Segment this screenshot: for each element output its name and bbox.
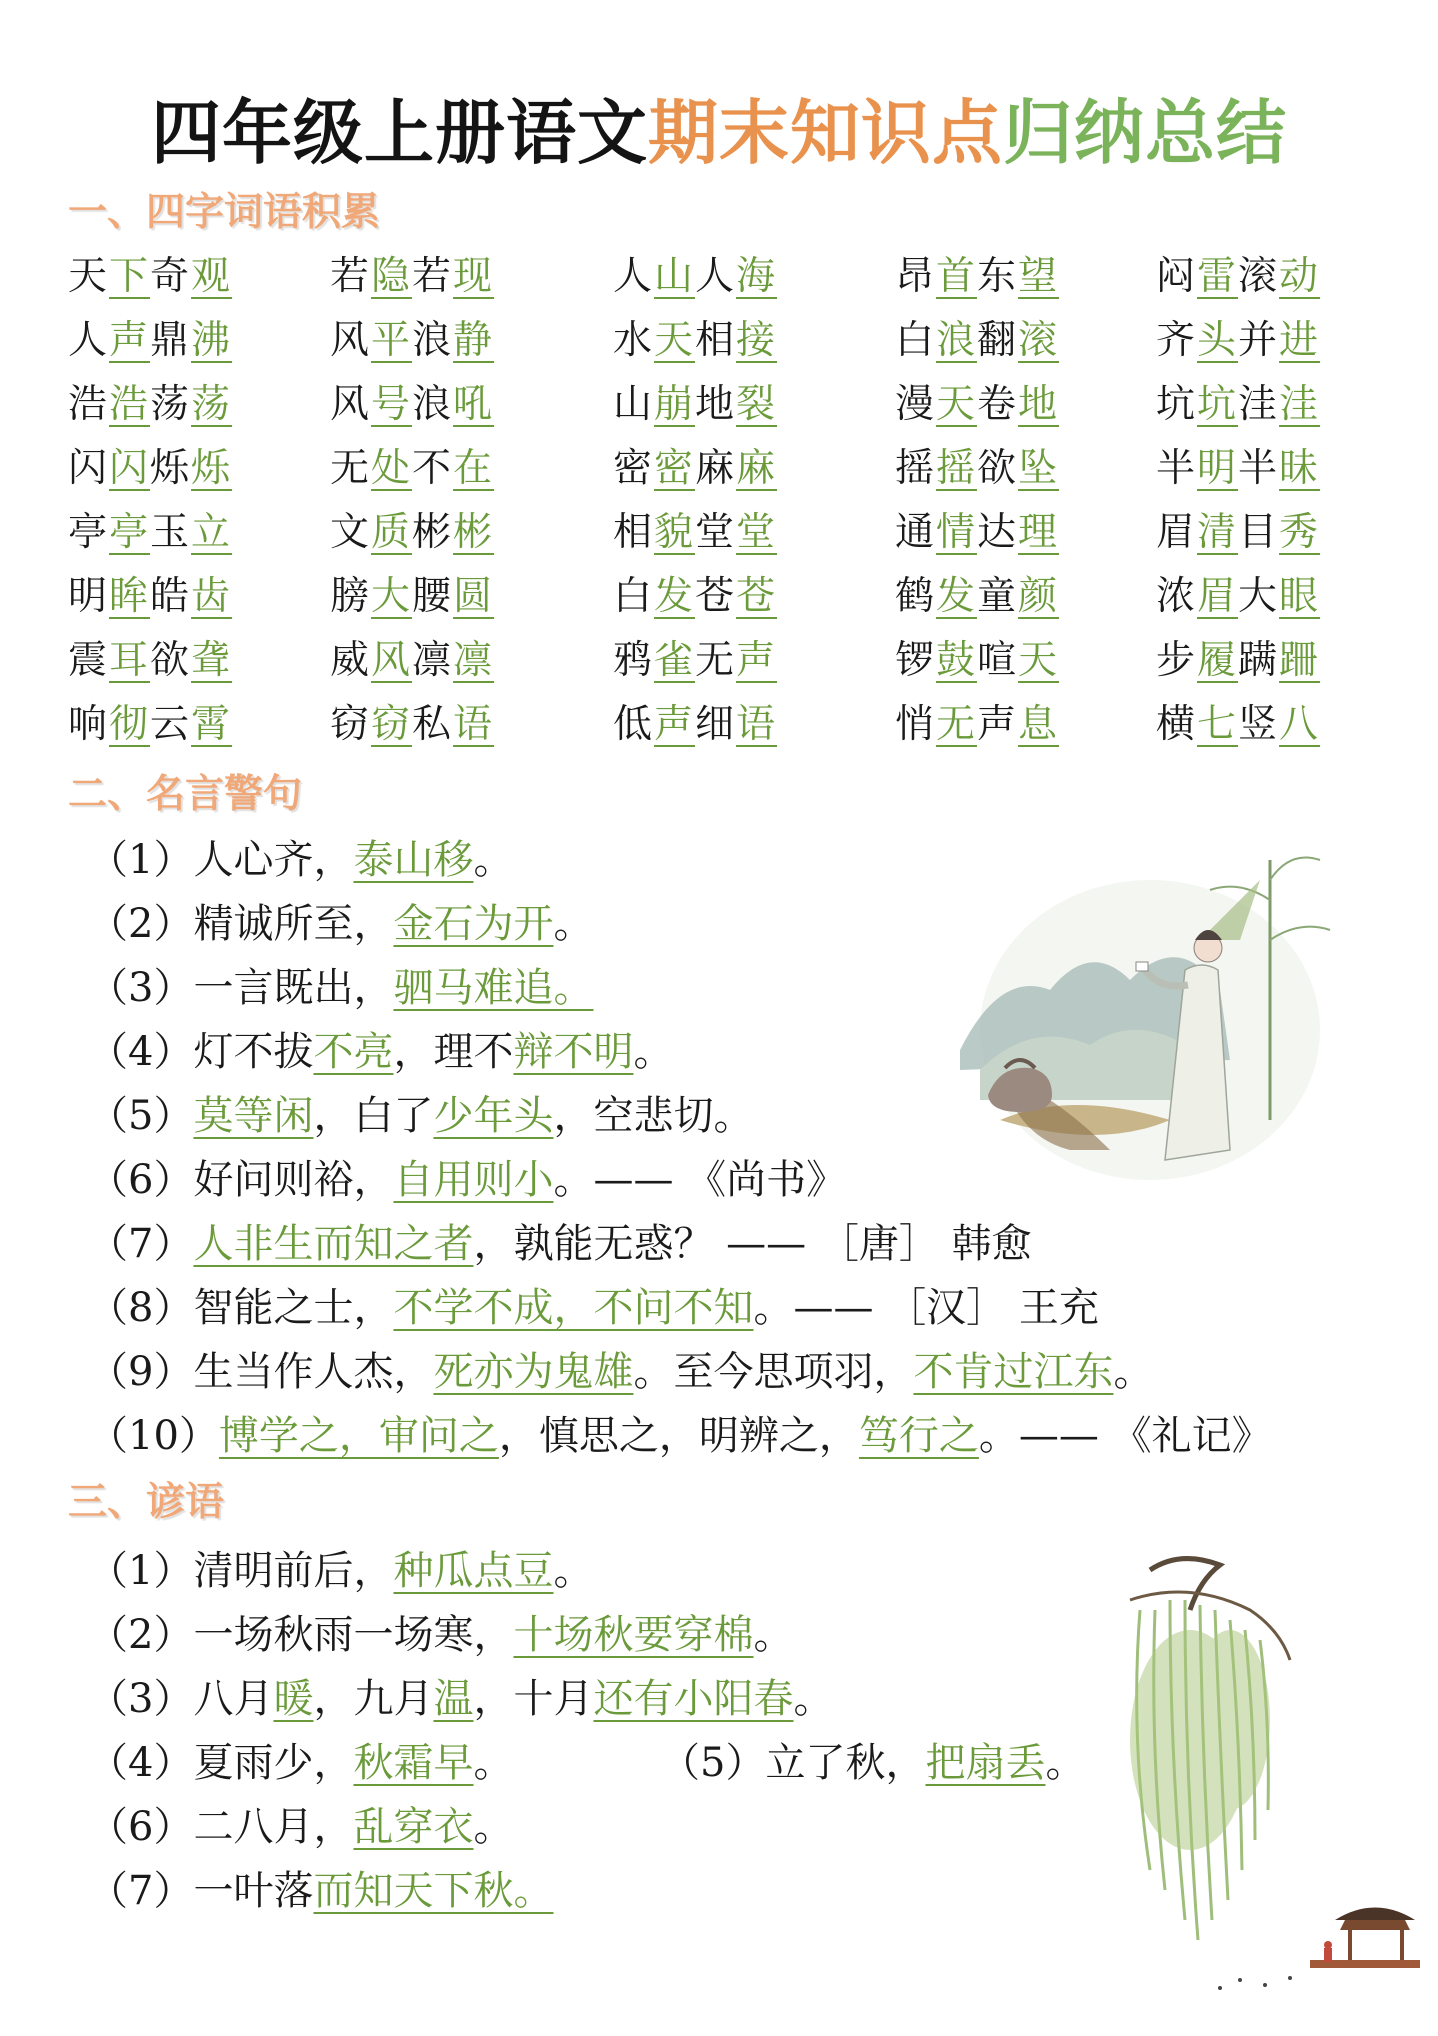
idiom-item — [68, 636, 232, 686]
idiom-char: 悄 — [895, 702, 937, 747]
idiom-char: 风 — [330, 318, 372, 363]
idiom-char: 人 — [695, 254, 737, 299]
idiom-char: 目 — [1238, 510, 1280, 555]
idiom-char: 堂 — [695, 510, 737, 555]
idiom-item — [68, 444, 232, 494]
idiom-char: 白 — [613, 574, 655, 619]
section-heading-quotes: 二、名言警句 — [68, 772, 303, 817]
proverb-line — [88, 1737, 513, 1789]
idiom-char: 若 — [412, 254, 454, 299]
idiom-char: 半 — [1238, 446, 1280, 491]
answer-blank: 把扇丢 — [925, 1740, 1046, 1786]
answer-blank: 还有小阳春 — [593, 1676, 794, 1722]
idiom-char: 横 — [1156, 702, 1198, 747]
idiom-answer-char: 浩 — [109, 382, 151, 427]
answer-blank: 死亦为鬼雄 — [433, 1349, 634, 1395]
idiom-answer-char: 雀 — [654, 638, 696, 683]
line-text: （7）一叶落 — [88, 1868, 314, 1914]
quote-line — [88, 962, 593, 1014]
idiom-answer-char: 彻 — [109, 702, 151, 747]
idiom-answer-char: 接 — [736, 318, 778, 363]
idiom-answer-char: 语 — [736, 702, 778, 747]
answer-blank: 金石为开 — [393, 901, 554, 947]
idiom-answer-char: 观 — [191, 254, 233, 299]
idiom-item — [68, 252, 232, 302]
idiom-char: 烁 — [150, 446, 192, 491]
idiom-answer-char: 鼓 — [936, 638, 978, 683]
idiom-answer-char: 裂 — [736, 382, 778, 427]
quote-line — [88, 834, 513, 886]
idiom-char: 昂 — [895, 254, 937, 299]
line-text: （5）立了秋， — [660, 1740, 926, 1786]
idiom-answer-char: 发 — [654, 574, 696, 619]
idiom-answer-char: 聋 — [191, 638, 233, 683]
idiom-item — [1156, 572, 1320, 622]
idiom-answer-char: 堂 — [736, 510, 778, 555]
section-heading-idioms: 一、四字词语积累 — [68, 190, 381, 235]
idiom-char: 步 — [1156, 638, 1198, 683]
idiom-char: 鹤 — [895, 574, 937, 619]
idiom-char: 声 — [977, 702, 1019, 747]
line-text: 。 — [553, 901, 594, 947]
page-title — [0, 88, 1438, 178]
idiom-item — [1156, 316, 1320, 366]
line-text: （6）二八月， — [88, 1804, 354, 1850]
idiom-char: 膀 — [330, 574, 372, 619]
idiom-char: 低 — [613, 702, 655, 747]
scholar-illustration — [940, 820, 1380, 1190]
idiom-answer-char: 颜 — [1018, 574, 1060, 619]
idiom-char: 欲 — [150, 638, 192, 683]
idiom-item — [895, 252, 1059, 302]
idiom-item — [613, 444, 777, 494]
line-text: ，白了 — [313, 1093, 434, 1139]
idiom-answer-char: 望 — [1018, 254, 1060, 299]
idiom-char: 浪 — [412, 382, 454, 427]
idiom-answer-char: 亭 — [109, 510, 151, 555]
idiom-char: 洼 — [1238, 382, 1280, 427]
line-text: ，慎思之，明辨之， — [498, 1413, 859, 1459]
idiom-answer-char: 崩 — [654, 382, 696, 427]
answer-blank: 少年头 — [433, 1093, 554, 1139]
line-text: 。—— 《礼记》 — [978, 1413, 1272, 1459]
line-text: 。 — [473, 1804, 514, 1850]
answer-blank: 人非生而知之者 — [193, 1221, 474, 1267]
idiom-answer-char: 海 — [736, 254, 778, 299]
idiom-char: 齐 — [1156, 318, 1198, 363]
idiom-item — [1156, 508, 1320, 558]
idiom-answer-char: 息 — [1018, 702, 1060, 747]
idiom-answer-char: 静 — [453, 318, 495, 363]
willow-illustration — [1090, 1540, 1430, 2010]
idiom-answer-char: 烁 — [191, 446, 233, 491]
answer-blank: 而知天下秋。 — [313, 1868, 554, 1914]
idiom-answer-char: 天 — [1018, 638, 1060, 683]
answer-blank: 暖 — [273, 1676, 314, 1722]
answer-blank: 温 — [433, 1676, 474, 1722]
line-text: （3）一言既出， — [88, 965, 394, 1011]
idiom-char: 不 — [412, 446, 454, 491]
idiom-item — [68, 316, 232, 366]
answer-blank: 辩不明 — [513, 1029, 634, 1075]
section-heading-proverbs: 三、谚语 — [68, 1480, 225, 1525]
idiom-answer-char: 大 — [371, 574, 413, 619]
idiom-char: 窃 — [330, 702, 372, 747]
idiom-answer-char: 密 — [654, 446, 696, 491]
line-text: 。 — [473, 1740, 514, 1786]
idiom-char: 云 — [150, 702, 192, 747]
idiom-answer-char: 摇 — [936, 446, 978, 491]
quote-line — [88, 1090, 753, 1142]
idiom-char: 鸦 — [613, 638, 655, 683]
idiom-item — [330, 636, 494, 686]
line-text: 。 — [1113, 1349, 1154, 1395]
idiom-answer-char: 浪 — [936, 318, 978, 363]
idiom-char: 水 — [613, 318, 655, 363]
proverb-line — [88, 1609, 793, 1661]
idiom-answer-char: 地 — [1018, 382, 1060, 427]
idiom-answer-char: 沸 — [191, 318, 233, 363]
idiom-item — [68, 508, 232, 558]
idiom-answer-char: 滚 — [1018, 318, 1060, 363]
idiom-char: 人 — [613, 254, 655, 299]
idiom-answer-char: 七 — [1197, 702, 1239, 747]
idiom-answer-char: 天 — [654, 318, 696, 363]
idiom-item — [895, 316, 1059, 366]
idiom-char: 麻 — [695, 446, 737, 491]
idiom-answer-char: 平 — [371, 318, 413, 363]
line-text: ，九月 — [313, 1676, 434, 1722]
idiom-answer-char: 凛 — [453, 638, 495, 683]
idiom-answer-char: 耳 — [109, 638, 151, 683]
idiom-item — [895, 700, 1059, 750]
idiom-answer-char: 头 — [1197, 318, 1239, 363]
idiom-answer-char: 闪 — [109, 446, 151, 491]
idiom-char: 眉 — [1156, 510, 1198, 555]
line-text: （9）生当作人杰， — [88, 1349, 434, 1395]
answer-blank: 不学不成，不问不知 — [393, 1285, 754, 1331]
idiom-answer-char: 圆 — [453, 574, 495, 619]
line-text: 。 — [633, 1029, 674, 1075]
idiom-char: 文 — [330, 510, 372, 555]
idiom-char: 细 — [695, 702, 737, 747]
idiom-char: 浪 — [412, 318, 454, 363]
title-part-2: 期末知识点 — [648, 92, 1003, 174]
idiom-char: 腰 — [412, 574, 454, 619]
idiom-char: 达 — [977, 510, 1019, 555]
idiom-item — [330, 252, 494, 302]
idiom-char: 喧 — [977, 638, 1019, 683]
idiom-answer-char: 貌 — [654, 510, 696, 555]
idiom-item — [330, 316, 494, 366]
line-text: （4）夏雨少， — [88, 1740, 354, 1786]
answer-blank: 泰山移 — [353, 837, 474, 883]
idiom-item — [330, 444, 494, 494]
idiom-answer-char: 质 — [371, 510, 413, 555]
proverb-line — [88, 1801, 513, 1853]
proverb-line — [88, 1673, 833, 1725]
idiom-item — [613, 572, 777, 622]
idiom-char: 并 — [1238, 318, 1280, 363]
answer-blank: 莫等闲 — [193, 1093, 314, 1139]
title-part-3: 归纳总结 — [1003, 92, 1287, 174]
idiom-answer-char: 风 — [371, 638, 413, 683]
idiom-answer-char: 立 — [191, 510, 233, 555]
line-text: （7） — [88, 1221, 194, 1267]
line-text: 。 — [1045, 1740, 1086, 1786]
quote-line — [88, 1218, 1032, 1270]
line-text: 。至今思项羽， — [633, 1349, 914, 1395]
idiom-answer-char: 麻 — [736, 446, 778, 491]
idiom-char: 鼎 — [150, 318, 192, 363]
idiom-char: 漫 — [895, 382, 937, 427]
line-text: 。 — [793, 1676, 834, 1722]
idiom-answer-char: 履 — [1197, 638, 1239, 683]
line-text: （2）精诚所至， — [88, 901, 394, 947]
idiom-answer-char: 跚 — [1279, 638, 1321, 683]
idiom-char: 地 — [695, 382, 737, 427]
idiom-answer-char: 坑 — [1197, 382, 1239, 427]
quote-line — [88, 1154, 846, 1206]
line-text: （1）人心齐， — [88, 837, 354, 883]
idiom-answer-char: 声 — [109, 318, 151, 363]
idiom-char: 蹒 — [1238, 638, 1280, 683]
idiom-char: 奇 — [150, 254, 192, 299]
idiom-answer-char: 下 — [109, 254, 151, 299]
line-text: ，孰能无惑？ —— ［唐］ 韩愈 — [473, 1221, 1032, 1267]
idiom-item — [330, 700, 494, 750]
idiom-char: 竖 — [1238, 702, 1280, 747]
proverb-line — [88, 1545, 593, 1597]
line-text: ，空悲切。 — [553, 1093, 754, 1139]
idiom-char: 若 — [330, 254, 372, 299]
idiom-item — [613, 700, 777, 750]
idiom-item — [1156, 636, 1320, 686]
idiom-char: 坑 — [1156, 382, 1198, 427]
line-text: （5） — [88, 1093, 194, 1139]
idiom-item — [613, 316, 777, 366]
idiom-answer-char: 无 — [936, 702, 978, 747]
idiom-item — [613, 252, 777, 302]
idiom-answer-char: 隐 — [371, 254, 413, 299]
line-text: （3）八月 — [88, 1676, 274, 1722]
idiom-char: 欲 — [977, 446, 1019, 491]
idiom-char: 震 — [68, 638, 110, 683]
answer-blank: 种瓜点豆 — [393, 1548, 554, 1594]
idiom-char: 密 — [613, 446, 655, 491]
idiom-answer-char: 天 — [936, 382, 978, 427]
idiom-answer-char: 现 — [453, 254, 495, 299]
proverb-line — [660, 1737, 1085, 1789]
idiom-answer-char: 首 — [936, 254, 978, 299]
idiom-answer-char: 声 — [736, 638, 778, 683]
idiom-answer-char: 声 — [654, 702, 696, 747]
idiom-answer-char: 霄 — [191, 702, 233, 747]
idiom-char: 无 — [695, 638, 737, 683]
idiom-char: 苍 — [695, 574, 737, 619]
idiom-char: 童 — [977, 574, 1019, 619]
idiom-item — [613, 380, 777, 430]
idiom-char: 荡 — [150, 382, 192, 427]
idiom-item — [895, 508, 1059, 558]
answer-blank: 秋霜早 — [353, 1740, 474, 1786]
idiom-answer-char: 雷 — [1197, 254, 1239, 299]
line-text: （2）一场秋雨一场寒， — [88, 1612, 514, 1658]
quote-line — [88, 898, 593, 950]
idiom-answer-char: 秀 — [1279, 510, 1321, 555]
idiom-char: 亭 — [68, 510, 110, 555]
idiom-item — [330, 508, 494, 558]
line-text: （6）好问则裕， — [88, 1157, 394, 1203]
idiom-char: 玉 — [150, 510, 192, 555]
idiom-char: 锣 — [895, 638, 937, 683]
quote-line — [88, 1026, 673, 1078]
idiom-char: 相 — [613, 510, 655, 555]
answer-blank: 不肯过江东 — [913, 1349, 1114, 1395]
idiom-char: 风 — [330, 382, 372, 427]
idiom-char: 白 — [895, 318, 937, 363]
idiom-item — [1156, 252, 1320, 302]
idiom-answer-char: 吼 — [453, 382, 495, 427]
idiom-char: 闪 — [68, 446, 110, 491]
title-part-1: 四年级上册语文 — [151, 92, 648, 174]
line-text: 。—— 《尚书》 — [553, 1157, 847, 1203]
idiom-answer-char: 苍 — [736, 574, 778, 619]
idiom-answer-char: 坠 — [1018, 446, 1060, 491]
idiom-char: 卷 — [977, 382, 1019, 427]
idiom-item — [613, 636, 777, 686]
idiom-item — [613, 508, 777, 558]
answer-blank: 不亮 — [313, 1029, 394, 1075]
idiom-answer-char: 语 — [453, 702, 495, 747]
idiom-answer-char: 号 — [371, 382, 413, 427]
idiom-char: 天 — [68, 254, 110, 299]
idiom-answer-char: 窃 — [371, 702, 413, 747]
line-text: 。 — [753, 1612, 794, 1658]
idiom-char: 大 — [1238, 574, 1280, 619]
idiom-char: 凛 — [412, 638, 454, 683]
idiom-char: 浩 — [68, 382, 110, 427]
idiom-answer-char: 洼 — [1279, 382, 1321, 427]
idiom-item — [1156, 444, 1320, 494]
idiom-item — [330, 572, 494, 622]
answer-blank: 驷马难追。 — [393, 965, 594, 1011]
idiom-char: 闷 — [1156, 254, 1198, 299]
quote-line — [88, 1282, 1099, 1334]
idiom-item — [68, 572, 232, 622]
idiom-char: 皓 — [150, 574, 192, 619]
idiom-char: 半 — [1156, 446, 1198, 491]
line-text: （10） — [88, 1413, 219, 1459]
idiom-item — [1156, 700, 1320, 750]
answer-blank: 十场秋要穿棉 — [513, 1612, 754, 1658]
proverb-line — [88, 1865, 553, 1917]
idiom-char: 滚 — [1238, 254, 1280, 299]
idiom-char: 无 — [330, 446, 372, 491]
idiom-item — [895, 444, 1059, 494]
idiom-item — [330, 380, 494, 430]
line-text: 。 — [473, 837, 514, 883]
idiom-item — [68, 700, 232, 750]
answer-blank: 乱穿衣 — [353, 1804, 474, 1850]
line-text: 。—— ［汉］ 王充 — [753, 1285, 1099, 1331]
idiom-answer-char: 理 — [1018, 510, 1060, 555]
idiom-answer-char: 昧 — [1279, 446, 1321, 491]
line-text: （8）智能之士， — [88, 1285, 394, 1331]
answer-blank: 博学之，审问之 — [218, 1413, 499, 1459]
line-text: ，理不 — [393, 1029, 514, 1075]
answer-blank: 自用则小 — [393, 1157, 554, 1203]
idiom-answer-char: 齿 — [191, 574, 233, 619]
idiom-answer-char: 进 — [1279, 318, 1321, 363]
idiom-answer-char: 发 — [936, 574, 978, 619]
idiom-char: 通 — [895, 510, 937, 555]
idiom-char: 彬 — [412, 510, 454, 555]
idiom-answer-char: 山 — [654, 254, 696, 299]
quote-line — [88, 1346, 1153, 1398]
idiom-char: 摇 — [895, 446, 937, 491]
idiom-char: 人 — [68, 318, 110, 363]
idiom-answer-char: 情 — [936, 510, 978, 555]
idiom-answer-char: 在 — [453, 446, 495, 491]
answer-blank: 笃行之 — [858, 1413, 979, 1459]
idiom-answer-char: 眉 — [1197, 574, 1239, 619]
idiom-answer-char: 眼 — [1279, 574, 1321, 619]
idiom-char: 山 — [613, 382, 655, 427]
idiom-answer-char: 眸 — [109, 574, 151, 619]
idiom-answer-char: 动 — [1279, 254, 1321, 299]
idiom-item — [1156, 380, 1320, 430]
idiom-item — [895, 636, 1059, 686]
idiom-char: 翻 — [977, 318, 1019, 363]
idiom-answer-char: 处 — [371, 446, 413, 491]
idiom-char: 浓 — [1156, 574, 1198, 619]
idiom-item — [895, 572, 1059, 622]
idiom-char: 相 — [695, 318, 737, 363]
idiom-answer-char: 彬 — [453, 510, 495, 555]
idiom-item — [68, 380, 232, 430]
idiom-answer-char: 清 — [1197, 510, 1239, 555]
idiom-char: 响 — [68, 702, 110, 747]
line-text: （4）灯不拔 — [88, 1029, 314, 1075]
quote-line — [88, 1410, 1272, 1462]
idiom-char: 明 — [68, 574, 110, 619]
idiom-item — [895, 380, 1059, 430]
idiom-answer-char: 明 — [1197, 446, 1239, 491]
idiom-char: 私 — [412, 702, 454, 747]
line-text: （1）清明前后， — [88, 1548, 394, 1594]
line-text: ，十月 — [473, 1676, 594, 1722]
idiom-answer-char: 荡 — [191, 382, 233, 427]
line-text: 。 — [553, 1548, 594, 1594]
idiom-answer-char: 八 — [1279, 702, 1321, 747]
idiom-char: 东 — [977, 254, 1019, 299]
idiom-char: 威 — [330, 638, 372, 683]
